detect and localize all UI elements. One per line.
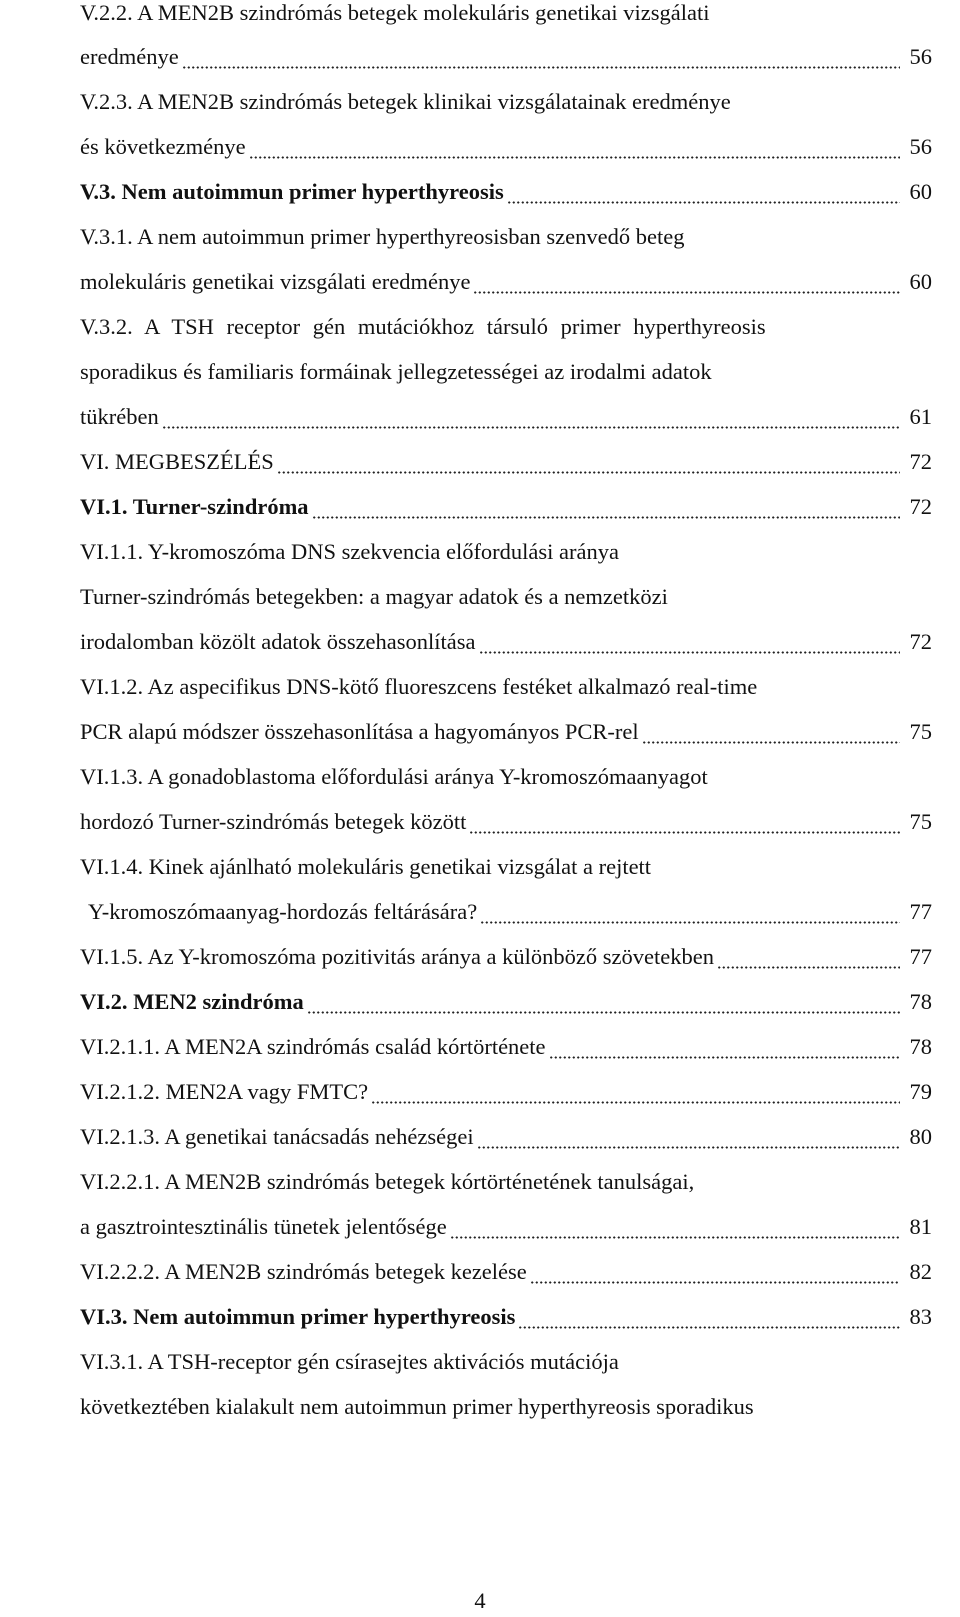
- toc-entry: [0, 946, 960, 976]
- dot-leader: [307, 1011, 900, 1014]
- toc-entry-page: 78: [909, 1034, 932, 1059]
- toc-entry: [0, 406, 960, 436]
- toc-entry-title: következtében kialakult nem autoimmun primer hyperthyreosis sporadikus: [80, 1394, 754, 1419]
- toc-entry-page: 72: [909, 449, 932, 474]
- toc-entry-page: 60: [909, 179, 932, 204]
- toc-section-title: V.3. Nem autoimmun primer hyperthyreosis: [80, 179, 504, 204]
- page-number: 4: [474, 1588, 486, 1613]
- toc-entry-page: 82: [909, 1259, 932, 1284]
- dot-leader: [450, 1236, 900, 1239]
- toc-entry-title: VI.1.4. Kinek ajánlható molekuláris genetikai vizsgálat a rejtett: [80, 854, 652, 879]
- toc-section-title: VI.2. MEN2 szindróma: [80, 989, 304, 1014]
- toc-entry: [0, 1171, 960, 1201]
- dot-leader: [477, 1146, 900, 1149]
- dot-leader: [480, 921, 900, 924]
- toc-entry-page: 75: [909, 719, 932, 744]
- toc-entry: [0, 1081, 960, 1111]
- toc-entry-page: 60: [909, 269, 932, 294]
- toc-entry: [0, 496, 960, 526]
- toc-entry: [0, 1036, 960, 1066]
- toc-entry-title: irodalomban közölt adatok összehasonlítása: [80, 629, 476, 654]
- toc-entry: [0, 451, 960, 481]
- toc-entry-title: eredménye: [80, 44, 179, 69]
- toc-entry: [0, 1261, 960, 1291]
- toc-entry: [0, 766, 960, 796]
- dot-leader: [530, 1281, 900, 1284]
- toc-entry-page: 56: [909, 134, 932, 159]
- toc-entry: [0, 541, 960, 571]
- dot-leader: [312, 516, 900, 519]
- toc-entry: [0, 856, 960, 886]
- toc-entry-title: VI.2.1.1. A MEN2A szindrómás család kórtörténete: [80, 1034, 546, 1059]
- toc-entry-title: V.2.2. A MEN2B szindrómás betegek molekuláris genetikai vizsgálati: [80, 0, 710, 25]
- toc-section-title: VI.1. Turner-szindróma: [80, 494, 309, 519]
- toc-entry: [0, 901, 960, 931]
- toc-entry-title: Y-kromoszómaanyag-hordozás feltárására?: [88, 899, 478, 924]
- toc-entry-title: V.3.1. A nem autoimmun primer hyperthyreosisban szenvedő beteg: [80, 224, 685, 249]
- toc-entry: [0, 361, 960, 391]
- dot-leader: [507, 201, 900, 204]
- toc-entry: [0, 631, 960, 661]
- dot-leader: [371, 1101, 900, 1104]
- toc-entry-title: VI.2.1.3. A genetikai tanácsadás nehézségei: [80, 1124, 474, 1149]
- toc-entry-title: VI.3.1. A TSH-receptor gén csírasejtes aktivációs mutációja: [80, 1349, 619, 1374]
- toc-entry: [0, 46, 960, 76]
- toc-entry-title: VI.1.3. A gonadoblastoma előfordulási aránya Y-kromoszómaanyagot: [80, 764, 708, 789]
- toc-entry-page: 75: [909, 809, 932, 834]
- toc-entry-title: VI.1.2. Az aspecifikus DNS-kötő fluoreszcens festéket alkalmazó real-time: [80, 674, 758, 699]
- toc-entry-title: PCR alapú módszer összehasonlítása a hagyományos PCR-rel: [80, 719, 639, 744]
- toc-entry-title: hordozó Turner-szindrómás betegek között: [80, 809, 467, 834]
- toc-entry-page: 80: [909, 1124, 932, 1149]
- dot-leader: [549, 1056, 900, 1059]
- toc-entry: [0, 1306, 960, 1336]
- toc-entry: [0, 721, 960, 751]
- toc-entry-page: 77: [909, 944, 932, 969]
- dot-leader: [479, 651, 900, 654]
- toc-entry: [0, 226, 960, 256]
- dot-leader: [249, 156, 900, 159]
- dot-leader: [473, 291, 900, 294]
- toc-entry: [0, 181, 960, 211]
- toc-entry-page: 56: [909, 44, 932, 69]
- toc-entry-title: V.3.2. A TSH receptor gén mutációkhoz társuló primer hyperthyreosis: [80, 314, 766, 339]
- toc-entry-title: molekuláris genetikai vizsgálati eredménye: [80, 269, 471, 294]
- dot-leader: [642, 741, 900, 744]
- toc-entry-page: 81: [909, 1214, 932, 1239]
- toc-entry: [0, 1126, 960, 1156]
- dot-leader: [518, 1326, 900, 1329]
- toc-entry: [0, 1396, 960, 1426]
- toc-entry: [0, 316, 960, 346]
- toc-entry-title: Turner-szindrómás betegekben: a magyar adatok és a nemzetközi: [80, 584, 668, 609]
- toc-entry-title: V.2.3. A MEN2B szindrómás betegek klinikai vizsgálatainak eredménye: [80, 89, 731, 114]
- dot-leader: [469, 831, 900, 834]
- toc-entry-title: tükrében: [80, 404, 159, 429]
- toc-entry: [0, 586, 960, 616]
- dot-leader: [277, 471, 900, 474]
- toc-entry-page: 77: [909, 899, 932, 924]
- toc-entry-page: 72: [909, 629, 932, 654]
- toc-entry: [0, 271, 960, 301]
- dot-leader: [182, 66, 900, 69]
- dot-leader: [717, 966, 900, 969]
- toc-entry: [0, 2, 960, 32]
- toc-entry-page: 79: [909, 1079, 932, 1104]
- toc-entry: [0, 991, 960, 1021]
- dot-leader: [162, 426, 900, 429]
- toc-entry-title: és következménye: [80, 134, 246, 159]
- toc-entry-title: VI.2.2.2. A MEN2B szindrómás betegek kezelése: [80, 1259, 527, 1284]
- toc-section-title: VI.3. Nem autoimmun primer hyperthyreosis: [80, 1304, 516, 1329]
- toc-entry: [0, 811, 960, 841]
- toc-entry: [0, 676, 960, 706]
- toc-entry-title: VI.1.5. Az Y-kromoszóma pozitivitás aránya a különböző szövetekben: [80, 944, 714, 969]
- toc-entry: [0, 136, 960, 166]
- toc-entry: [0, 1351, 960, 1381]
- toc-entry-title: a gasztrointesztinális tünetek jelentősége: [80, 1214, 447, 1239]
- toc-entry-page: 72: [909, 494, 932, 519]
- toc-entry: [0, 1216, 960, 1246]
- toc-entry-title: VI.2.2.1. A MEN2B szindrómás betegek kórtörténetének tanulságai,: [80, 1169, 695, 1194]
- toc-entry-title: VI.2.1.2. MEN2A vagy FMTC?: [80, 1079, 369, 1104]
- toc-entry-page: 83: [909, 1304, 932, 1329]
- toc-entry-page: 78: [909, 989, 932, 1014]
- toc-entry-title: VI.1.1. Y-kromoszóma DNS szekvencia előfordulási aránya: [80, 539, 620, 564]
- toc-entry-title: sporadikus és familiaris formáinak jellegzetességei az irodalmi adatok: [80, 359, 712, 384]
- toc-entry: [0, 91, 960, 121]
- toc-section-title: VI. MEGBESZÉLÉS: [80, 449, 274, 474]
- toc-entry-page: 61: [909, 404, 932, 429]
